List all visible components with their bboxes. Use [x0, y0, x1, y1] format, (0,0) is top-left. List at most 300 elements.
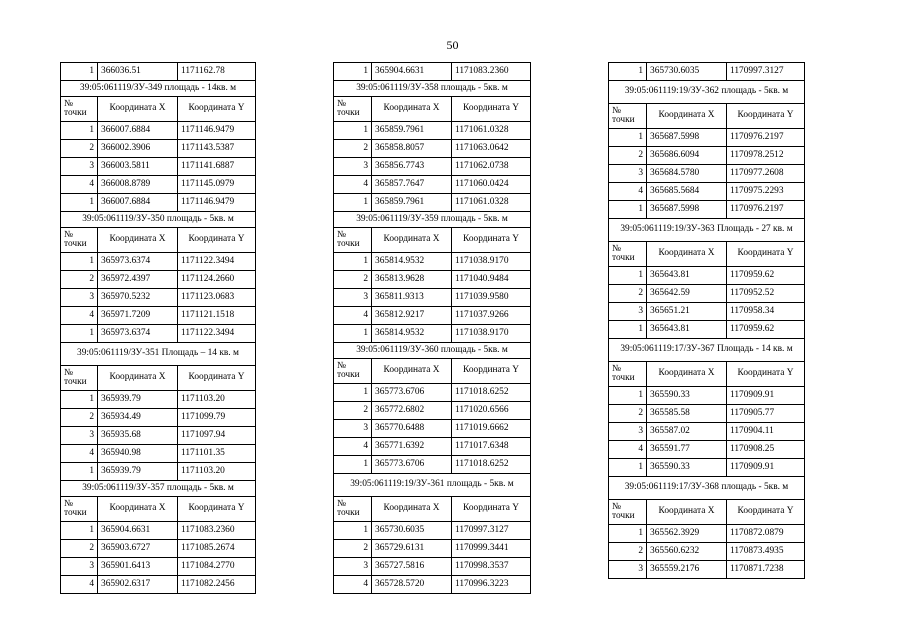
- coordinate-x-cell: 365730.6035: [647, 63, 727, 81]
- table-header-row: [61, 97, 256, 122]
- coordinate-row: [61, 63, 256, 81]
- coordinate-x-cell: 366003.5811: [98, 158, 178, 176]
- point-number-cell: 1: [334, 253, 372, 271]
- coordinate-row: [334, 122, 531, 140]
- point-number-cell: 1: [609, 387, 647, 405]
- coordinate-y-cell: 1170872.0879: [727, 525, 805, 543]
- coordinate-y-cell: 1171039.9580: [452, 289, 531, 307]
- header-coordinate-x: Координата X: [647, 362, 727, 387]
- coordinate-x-cell: 365651.21: [647, 303, 727, 321]
- coordinate-row: [334, 176, 531, 194]
- coordinate-x-cell: 365686.6094: [647, 147, 727, 165]
- header-coordinate-x: Координата X: [98, 366, 178, 391]
- coordinate-x-cell: 365771.6392: [372, 438, 452, 456]
- point-number-cell: 1: [61, 122, 98, 140]
- point-number-cell: 2: [609, 285, 647, 303]
- coordinate-x-cell: 365643.81: [647, 321, 727, 339]
- coordinate-y-cell: 1171162.78: [178, 63, 256, 81]
- header-coordinate-y: Координата Y: [452, 497, 531, 522]
- coordinate-row: [609, 201, 805, 219]
- point-number-cell: 2: [609, 147, 647, 165]
- coordinate-y-cell: 1170976.2197: [727, 129, 805, 147]
- coordinate-y-cell: 1171040.9484: [452, 271, 531, 289]
- coordinate-row: [61, 253, 256, 271]
- coordinate-y-cell: 1171122.3494: [178, 325, 256, 343]
- coordinate-row: [61, 194, 256, 212]
- coordinate-y-cell: 1170977.2608: [727, 165, 805, 183]
- coordinate-x-cell: 365773.6706: [372, 456, 452, 474]
- parcel-title-row: [334, 343, 531, 359]
- parcel-title-row: [334, 81, 531, 97]
- coordinate-x-cell: 366002.3906: [98, 140, 178, 158]
- point-number-cell: 4: [61, 176, 98, 194]
- point-number-cell: 2: [61, 271, 98, 289]
- coordinate-y-cell: 1171101.35: [178, 445, 256, 463]
- point-number-cell: 3: [61, 558, 98, 576]
- header-point-number: [334, 497, 372, 522]
- parcel-title-row: [61, 343, 256, 366]
- table-header-row: [609, 362, 805, 387]
- coordinate-y-cell: 1171019.6662: [452, 420, 531, 438]
- coordinate-x-cell: 365587.02: [647, 423, 727, 441]
- header-point-word: точки: [337, 508, 360, 518]
- parcel-title-row: [609, 219, 805, 242]
- coordinate-x-cell: 365811.9313: [372, 289, 452, 307]
- point-number-cell: 2: [609, 405, 647, 423]
- header-point-word: точки: [64, 239, 87, 249]
- coordinate-x-cell: 365970.5232: [98, 289, 178, 307]
- coordinate-row: [334, 325, 531, 343]
- point-number-cell: 1: [61, 391, 98, 409]
- coordinate-y-cell: 1170909.91: [727, 387, 805, 405]
- coordinate-row: [609, 63, 805, 81]
- header-point-word: точки: [64, 508, 87, 518]
- coordinate-y-cell: 1171017.6348: [452, 438, 531, 456]
- coordinate-y-cell: 1171018.6252: [452, 456, 531, 474]
- coordinate-y-cell: 1171038.9170: [452, 253, 531, 271]
- coordinate-x-cell: 365857.7647: [372, 176, 452, 194]
- point-number-cell: 1: [334, 194, 372, 212]
- point-number-cell: 1: [61, 194, 98, 212]
- point-number-cell: 4: [609, 183, 647, 201]
- coordinate-x-cell: 365687.5998: [647, 129, 727, 147]
- point-number-cell: 1: [609, 129, 647, 147]
- coordinate-row: [609, 165, 805, 183]
- point-number-cell: 4: [334, 438, 372, 456]
- header-number-sign: №: [64, 230, 73, 240]
- header-number-sign: №: [612, 502, 621, 512]
- coordinate-x-cell: 365585.58: [647, 405, 727, 423]
- coordinate-y-cell: 1171097.94: [178, 427, 256, 445]
- table-header-row: [61, 497, 256, 522]
- coordinate-y-cell: 1170909.91: [727, 459, 805, 477]
- coordinate-row: [609, 285, 805, 303]
- coordinate-x-cell: 365901.6413: [98, 558, 178, 576]
- coordinate-row: [609, 321, 805, 339]
- point-number-cell: 3: [609, 165, 647, 183]
- coordinate-x-cell: 365590.33: [647, 459, 727, 477]
- point-number-cell: 2: [609, 543, 647, 561]
- coordinate-row: [61, 540, 256, 558]
- coordinate-x-cell: 365971.7209: [98, 307, 178, 325]
- coordinate-row: [334, 271, 531, 289]
- coordinate-x-cell: 365902.6317: [98, 576, 178, 594]
- coordinate-y-cell: 1171124.2660: [178, 271, 256, 289]
- coordinate-x-cell: 365973.6374: [98, 325, 178, 343]
- coordinate-row: [61, 140, 256, 158]
- parcel-title-row: [609, 477, 805, 500]
- coordinate-y-cell: 1171060.0424: [452, 176, 531, 194]
- parcel-title: 39:05:061119/ЗУ-359 площадь - 5кв. м: [334, 212, 531, 228]
- header-coordinate-x: Координата X: [372, 359, 452, 384]
- coordinate-y-cell: 1170905.77: [727, 405, 805, 423]
- coordinate-y-cell: 1170999.3441: [452, 540, 531, 558]
- coordinate-y-cell: 1170997.3127: [452, 522, 531, 540]
- point-number-cell: 4: [61, 576, 98, 594]
- coordinate-row: [61, 307, 256, 325]
- header-point-word: точки: [64, 108, 87, 118]
- parcel-title: 39:05:061119/ЗУ-358 площадь - 5кв. м: [334, 81, 531, 97]
- coordinate-y-cell: 1170959.62: [727, 267, 805, 285]
- coordinate-x-cell: 365903.6727: [98, 540, 178, 558]
- coordinate-y-cell: 1171018.6252: [452, 384, 531, 402]
- header-point-number: [609, 362, 647, 387]
- table-header-row: [334, 228, 531, 253]
- header-number-sign: №: [64, 499, 73, 509]
- coordinate-row: [61, 122, 256, 140]
- coordinate-x-cell: 365939.79: [98, 391, 178, 409]
- coordinate-x-cell: 365770.6488: [372, 420, 452, 438]
- coordinate-x-cell: 365814.9532: [372, 253, 452, 271]
- coordinate-row: [61, 463, 256, 481]
- coordinate-x-cell: 365935.68: [98, 427, 178, 445]
- coordinate-row: [61, 289, 256, 307]
- coordinate-x-cell: 365560.6232: [647, 543, 727, 561]
- point-number-cell: 1: [334, 522, 372, 540]
- coordinate-x-cell: 366008.8789: [98, 176, 178, 194]
- coordinate-row: [334, 289, 531, 307]
- header-number-sign: №: [64, 368, 73, 378]
- point-number-cell: 3: [609, 423, 647, 441]
- coordinate-y-cell: 1171061.0328: [452, 194, 531, 212]
- point-number-cell: 3: [334, 420, 372, 438]
- point-number-cell: 1: [609, 321, 647, 339]
- point-number-cell: 1: [334, 63, 372, 81]
- point-number-cell: 3: [334, 158, 372, 176]
- point-number-cell: 2: [334, 402, 372, 420]
- coordinate-y-cell: 1171084.2770: [178, 558, 256, 576]
- coordinate-x-cell: 366007.6884: [98, 122, 178, 140]
- header-number-sign: №: [337, 499, 346, 509]
- parcel-title: 39:05:061119:17/ЗУ-367 Площадь - 14 кв. м: [609, 339, 805, 362]
- parcel-title: 39:05:061119:19/ЗУ-361 площадь - 5кв. м: [334, 474, 531, 497]
- coordinate-y-cell: 1171085.2674: [178, 540, 256, 558]
- header-point-word: точки: [64, 377, 87, 387]
- coordinate-y-cell: 1171122.3494: [178, 253, 256, 271]
- coordinate-x-cell: 365940.98: [98, 445, 178, 463]
- parcel-title-row: [334, 474, 531, 497]
- coordinate-y-cell: 1170904.11: [727, 423, 805, 441]
- header-coordinate-y: Координата Y: [178, 228, 256, 253]
- coordinate-row: [334, 253, 531, 271]
- point-number-cell: 4: [334, 307, 372, 325]
- coordinate-x-cell: 365972.4397: [98, 271, 178, 289]
- coordinates-table-right: [608, 62, 805, 579]
- point-number-cell: 1: [61, 463, 98, 481]
- header-coordinate-x: Координата X: [647, 104, 727, 129]
- header-point-number: [334, 359, 372, 384]
- coordinate-row: [61, 158, 256, 176]
- coordinate-y-cell: 1171083.2360: [178, 522, 256, 540]
- coordinate-x-cell: 365812.9217: [372, 307, 452, 325]
- coordinate-row: [609, 441, 805, 459]
- point-number-cell: 1: [61, 522, 98, 540]
- coordinate-x-cell: 365684.5780: [647, 165, 727, 183]
- coordinate-x-cell: 365904.6631: [372, 63, 452, 81]
- header-coordinate-x: Координата X: [98, 228, 178, 253]
- header-number-sign: №: [337, 230, 346, 240]
- point-number-cell: 3: [61, 289, 98, 307]
- coordinate-x-cell: 365643.81: [647, 267, 727, 285]
- header-point-number: [61, 228, 98, 253]
- point-number-cell: 1: [334, 122, 372, 140]
- header-coordinate-x: Координата X: [98, 97, 178, 122]
- coordinate-x-cell: 365562.3929: [647, 525, 727, 543]
- coordinate-row: [609, 561, 805, 579]
- header-point-word: точки: [612, 511, 635, 521]
- coordinate-x-cell: 365591.77: [647, 441, 727, 459]
- coordinate-x-cell: 366007.6884: [98, 194, 178, 212]
- point-number-cell: 1: [609, 63, 647, 81]
- coordinate-y-cell: 1170976.2197: [727, 201, 805, 219]
- parcel-title-row: [334, 212, 531, 228]
- header-point-number: [609, 104, 647, 129]
- coordinate-y-cell: 1170958.34: [727, 303, 805, 321]
- header-point-word: точки: [337, 108, 360, 118]
- coordinate-row: [61, 176, 256, 194]
- parcel-title: 39:05:061119:17/ЗУ-368 площадь - 5кв. м: [609, 477, 805, 500]
- header-coordinate-x: Координата X: [372, 228, 452, 253]
- table-header-row: [609, 242, 805, 267]
- coordinate-y-cell: 1171083.2360: [452, 63, 531, 81]
- coordinate-row: [334, 576, 531, 594]
- header-point-number: [334, 97, 372, 122]
- header-coordinate-y: Координата Y: [727, 242, 805, 267]
- coordinate-x-cell: 365813.9628: [372, 271, 452, 289]
- coordinate-row: [609, 459, 805, 477]
- coordinate-y-cell: 1171063.0642: [452, 140, 531, 158]
- header-point-number: [61, 497, 98, 522]
- coordinate-y-cell: 1171123.0683: [178, 289, 256, 307]
- coordinate-row: [61, 558, 256, 576]
- coordinate-row: [609, 303, 805, 321]
- coordinate-row: [609, 405, 805, 423]
- point-number-cell: 4: [334, 576, 372, 594]
- coordinate-y-cell: 1171038.9170: [452, 325, 531, 343]
- coordinate-row: [334, 522, 531, 540]
- point-number-cell: 3: [334, 558, 372, 576]
- header-number-sign: №: [337, 361, 346, 371]
- point-number-cell: 1: [61, 253, 98, 271]
- header-coordinate-y: Координата Y: [727, 104, 805, 129]
- parcel-title: 39:05:061119/ЗУ-349 площадь - 14кв. м: [61, 81, 256, 97]
- coordinate-row: [61, 445, 256, 463]
- coordinate-x-cell: 365590.33: [647, 387, 727, 405]
- coordinate-x-cell: 365727.5816: [372, 558, 452, 576]
- coordinate-row: [334, 438, 531, 456]
- point-number-cell: 1: [334, 456, 372, 474]
- coordinate-y-cell: 1170873.4935: [727, 543, 805, 561]
- coordinate-x-cell: 365772.6802: [372, 402, 452, 420]
- header-coordinate-y: Координата Y: [178, 97, 256, 122]
- coordinate-x-cell: 365904.6631: [98, 522, 178, 540]
- coordinate-y-cell: 1171141.6887: [178, 158, 256, 176]
- point-number-cell: 3: [609, 303, 647, 321]
- coordinate-row: [334, 402, 531, 420]
- coordinate-x-cell: 365728.5720: [372, 576, 452, 594]
- coordinate-row: [334, 384, 531, 402]
- coordinates-table-left: [60, 62, 256, 594]
- parcel-title-row: [609, 81, 805, 104]
- coordinate-y-cell: 1171061.0328: [452, 122, 531, 140]
- header-coordinate-y: Координата Y: [452, 228, 531, 253]
- coordinate-x-cell: 365559.2176: [647, 561, 727, 579]
- point-number-cell: 1: [334, 325, 372, 343]
- parcel-title-row: [61, 212, 256, 228]
- parcel-title: 39:05:061119/ЗУ-360 площадь - 5кв. м: [334, 343, 531, 359]
- coordinate-y-cell: 1171145.0979: [178, 176, 256, 194]
- header-number-sign: №: [64, 99, 73, 109]
- coordinate-y-cell: 1170978.2512: [727, 147, 805, 165]
- coordinate-y-cell: 1170998.3537: [452, 558, 531, 576]
- point-number-cell: 2: [61, 140, 98, 158]
- header-coordinate-y: Координата Y: [727, 500, 805, 525]
- coordinate-x-cell: 366036.51: [98, 63, 178, 81]
- parcel-title: 39:05:061119:19/ЗУ-363 Площадь - 27 кв. м: [609, 219, 805, 242]
- header-coordinate-y: Координата Y: [452, 97, 531, 122]
- header-point-word: точки: [337, 370, 360, 380]
- coordinate-row: [61, 576, 256, 594]
- header-point-word: точки: [612, 115, 635, 125]
- coordinate-row: [609, 267, 805, 285]
- coordinate-row: [334, 63, 531, 81]
- parcel-title: 39:05:061119/ЗУ-357 площадь - 5кв. м: [61, 481, 256, 497]
- table-header-row: [61, 366, 256, 391]
- header-number-sign: №: [612, 106, 621, 116]
- point-number-cell: 1: [609, 267, 647, 285]
- header-coordinate-y: Координата Y: [727, 362, 805, 387]
- header-coordinate-x: Координата X: [372, 497, 452, 522]
- header-number-sign: №: [612, 244, 621, 254]
- coordinate-x-cell: 365730.6035: [372, 522, 452, 540]
- header-coordinate-x: Координата X: [647, 242, 727, 267]
- point-number-cell: 1: [61, 63, 98, 81]
- header-number-sign: №: [337, 99, 346, 109]
- coordinate-y-cell: 1171099.79: [178, 409, 256, 427]
- coordinate-x-cell: 365859.7961: [372, 122, 452, 140]
- parcel-title: 39:05:061119:19/ЗУ-362 площадь - 5кв. м: [609, 81, 805, 104]
- point-number-cell: 1: [609, 201, 647, 219]
- coordinate-row: [609, 423, 805, 441]
- point-number-cell: 3: [61, 427, 98, 445]
- coordinate-row: [334, 420, 531, 438]
- coordinate-y-cell: 1170959.62: [727, 321, 805, 339]
- header-coordinate-x: Координата X: [647, 500, 727, 525]
- coordinate-row: [61, 271, 256, 289]
- parcel-title: 39:05:061119/ЗУ-351 Площадь – 14 кв. м: [61, 343, 256, 366]
- coordinate-x-cell: 365773.6706: [372, 384, 452, 402]
- coordinate-y-cell: 1170908.25: [727, 441, 805, 459]
- coordinate-row: [334, 558, 531, 576]
- coordinate-x-cell: 365642.59: [647, 285, 727, 303]
- point-number-cell: 2: [334, 140, 372, 158]
- coordinate-y-cell: 1170952.52: [727, 285, 805, 303]
- parcel-title-row: [609, 339, 805, 362]
- point-number-cell: 4: [61, 307, 98, 325]
- coordinate-row: [334, 140, 531, 158]
- coordinate-y-cell: 1171103.20: [178, 391, 256, 409]
- coordinate-row: [609, 543, 805, 561]
- header-coordinate-x: Координата X: [372, 97, 452, 122]
- table-header-row: [334, 359, 531, 384]
- header-point-number: [609, 242, 647, 267]
- header-point-number: [61, 97, 98, 122]
- point-number-cell: 1: [334, 384, 372, 402]
- header-number-sign: №: [612, 364, 621, 374]
- coordinate-x-cell: 365729.6131: [372, 540, 452, 558]
- point-number-cell: 2: [61, 409, 98, 427]
- coordinate-x-cell: 365973.6374: [98, 253, 178, 271]
- coordinate-x-cell: 365814.9532: [372, 325, 452, 343]
- coordinate-row: [61, 522, 256, 540]
- header-coordinate-y: Координата Y: [178, 366, 256, 391]
- coordinate-row: [609, 525, 805, 543]
- coordinate-row: [61, 325, 256, 343]
- coordinate-x-cell: 365685.5684: [647, 183, 727, 201]
- coordinate-y-cell: 1171082.2456: [178, 576, 256, 594]
- coordinate-row: [61, 391, 256, 409]
- coordinate-row: [609, 147, 805, 165]
- coordinate-x-cell: 365934.49: [98, 409, 178, 427]
- coordinate-row: [334, 194, 531, 212]
- header-point-word: точки: [612, 253, 635, 263]
- header-point-number: [61, 366, 98, 391]
- coordinate-y-cell: 1171146.9479: [178, 194, 256, 212]
- table-header-row: [61, 228, 256, 253]
- coordinate-y-cell: 1171020.6566: [452, 402, 531, 420]
- coordinate-y-cell: 1170997.3127: [727, 63, 805, 81]
- header-point-word: точки: [612, 373, 635, 383]
- point-number-cell: 1: [609, 525, 647, 543]
- coordinate-row: [61, 409, 256, 427]
- coordinate-y-cell: 1171062.0738: [452, 158, 531, 176]
- page-number: 50: [446, 38, 459, 52]
- header-coordinate-y: Координата Y: [452, 359, 531, 384]
- coordinate-y-cell: 1170871.7238: [727, 561, 805, 579]
- header-point-number: [334, 228, 372, 253]
- parcel-title-row: [61, 481, 256, 497]
- point-number-cell: 4: [61, 445, 98, 463]
- coordinates-table-middle: [333, 62, 531, 594]
- coordinate-y-cell: 1170996.3223: [452, 576, 531, 594]
- coordinate-row: [334, 307, 531, 325]
- point-number-cell: 3: [61, 158, 98, 176]
- coordinate-row: [334, 158, 531, 176]
- coordinate-x-cell: 365858.8057: [372, 140, 452, 158]
- point-number-cell: 2: [61, 540, 98, 558]
- table-header-row: [334, 97, 531, 122]
- coordinate-y-cell: 1170975.2293: [727, 183, 805, 201]
